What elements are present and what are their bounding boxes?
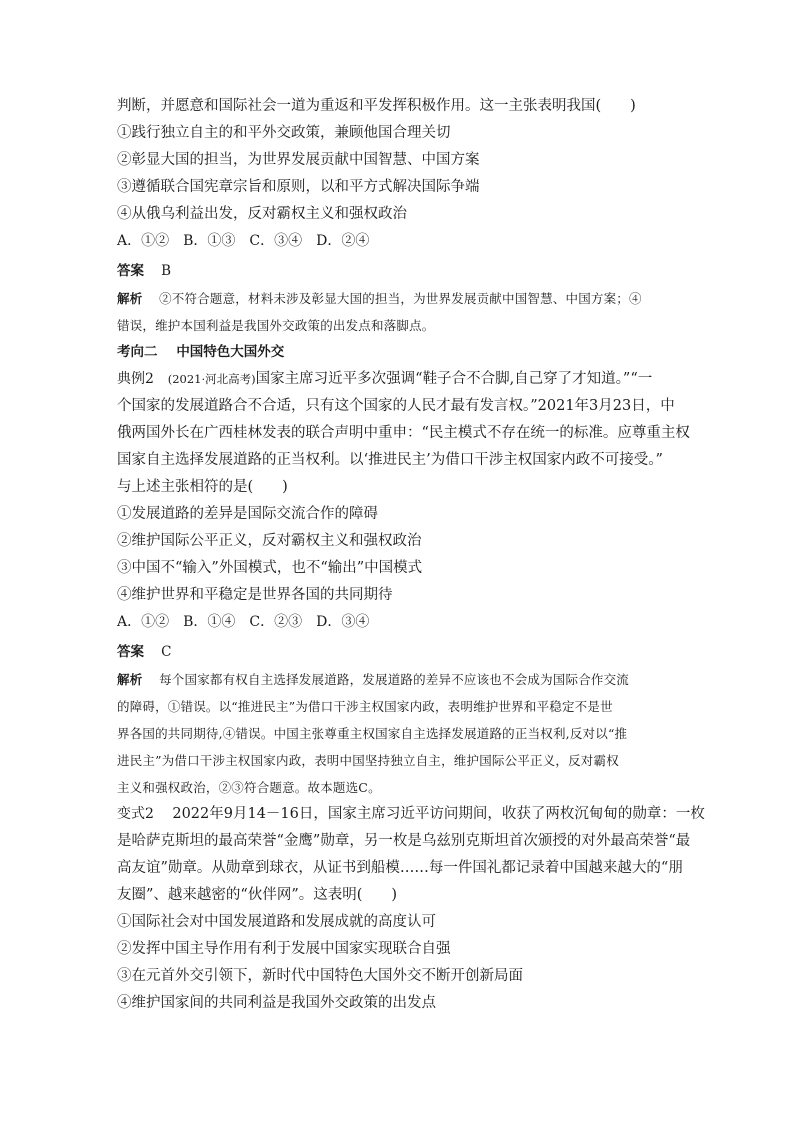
analysis-line: 进民主”为借口干涉主权国家内政，表明中国坚持独立自主，维护国际公平正义，反对霸权 [117, 753, 619, 768]
example-label: 典例2 [117, 371, 154, 387]
analysis-line [117, 285, 677, 312]
analysis-label: 解析 [117, 291, 143, 306]
question-stem-line: 与上述主张相符的是( ) [117, 479, 288, 495]
answer-row [117, 258, 677, 285]
analysis-line: 错误，维护本国利益是我国外交政策的出发点和落脚点。 [117, 318, 435, 333]
section-title: 中国特色大国外交 [176, 344, 285, 360]
question-stem-line: 国家自主选择发展道路的正当权利。以‘推进民主’为借口干涉主权国家内政不可接受。” [117, 452, 663, 468]
answer-value: C [161, 644, 172, 660]
answer-label: 答案 [117, 644, 144, 660]
analysis-line [117, 666, 677, 693]
question-stem-text: 国家主席习近平多次强调“鞋子合不合脚,自己穿了才知道。”“一 [255, 371, 653, 387]
question-stem-line: 高友谊”勋章。从勋章到球衣，从证书到船模……每一件国礼都记录着中国越来越大的“朋 [117, 860, 683, 876]
option-1: ①践行独立自主的和平外交政策，兼顾他国合理关切 [117, 125, 451, 141]
question-source: (2021·河北高考) [167, 372, 256, 386]
question-stem-line: 俄两国外长在广西桂林发表的联合声明中重申：“民主模式不存在统一的标准。应尊重主权 [117, 425, 690, 441]
option-3: ③遵循联合国宪章宗旨和原则，以和平方式解决国际争端 [117, 179, 480, 195]
section-heading [117, 339, 677, 366]
option-1: ①国际社会对中国发展道路和发展成就的高度认可 [117, 914, 436, 930]
analysis-line: 的障碍，①错误。以“推进民主”为借口干涉主权国家内政，表明维护世界和平稳定不是世 [117, 699, 613, 714]
option-2: ②彰显大国的担当，为世界发展贡献中国智慧、中国方案 [117, 152, 480, 168]
option-2: ②维护国际公平正义，反对霸权主义和强权政治 [117, 533, 422, 549]
analysis-label: 解析 [117, 672, 143, 687]
option-4: ④从俄乌利益出发，反对霸权主义和强权政治 [117, 206, 407, 222]
question-stem-line: 友圈”、越来越密的“伙伴网”。这表明( ) [117, 887, 398, 903]
option-4: ④维护世界和平稳定是世界各国的共同期待 [117, 587, 393, 603]
question-stem-line [117, 366, 677, 393]
section-label: 考向二 [117, 344, 158, 360]
analysis-line: 主义和强权政治，②③符合题意。故本题选C。 [117, 780, 381, 795]
answer-value: B [161, 263, 172, 279]
option-4: ④维护国家间的共同利益是我国外交政策的出发点 [117, 995, 436, 1011]
option-1: ①发展道路的差异是国际交流合作的障碍 [117, 506, 378, 522]
option-3: ③在元首外交引领下，新时代中国特色大国外交不断开创新局面 [117, 968, 523, 984]
page-content [117, 93, 705, 1017]
analysis-line: 界各国的共同期待,④错误。中国主张尊重主权国家自主选择发展道路的正当权利,反对以“推 [117, 726, 628, 741]
answer-choices: A．①② B．①④ C．②③ D．③④ [117, 614, 370, 630]
question-stem-line [117, 801, 705, 828]
analysis-text: ②不符合题意，材料未涉及彰显大国的担当，为世界发展贡献中国智慧、中国方案；④ [159, 291, 642, 306]
question-stem-line: 判断，并愿意和国际社会一道为重返和平发挥积极作用。这一主张表明我国( ) [117, 98, 636, 114]
question-stem-line: 个国家的发展道路合不合适，只有这个国家的人民才最有发言权。”2021年3月23日，中 [117, 398, 675, 414]
answer-row [117, 639, 677, 666]
question-stem-text: 2022年9月14－16日，国家主席习近平访问期间，收获了两枚沉甸甸的勋章：一枚 [172, 806, 705, 822]
analysis-text: 每个国家都有权自主选择发展道路，发展道路的差异不应该也不会成为国际合作交流 [159, 672, 630, 687]
option-2: ②发挥中国主导作用有利于发展中国家实现联合自强 [117, 941, 451, 957]
question-stem-line: 是哈萨克斯坦的最高荣誉“金鹰”勋章，另一枚是乌兹别克斯坦首次颁授的对外最高荣誉“最 [117, 833, 691, 849]
answer-label: 答案 [117, 263, 144, 279]
option-3: ③中国不“输入”外国模式，也不“输出”中国模式 [117, 560, 423, 576]
answer-choices: A．①② B．①③ C．③④ D．②④ [117, 233, 370, 249]
variant-label: 变式2 [117, 806, 154, 822]
